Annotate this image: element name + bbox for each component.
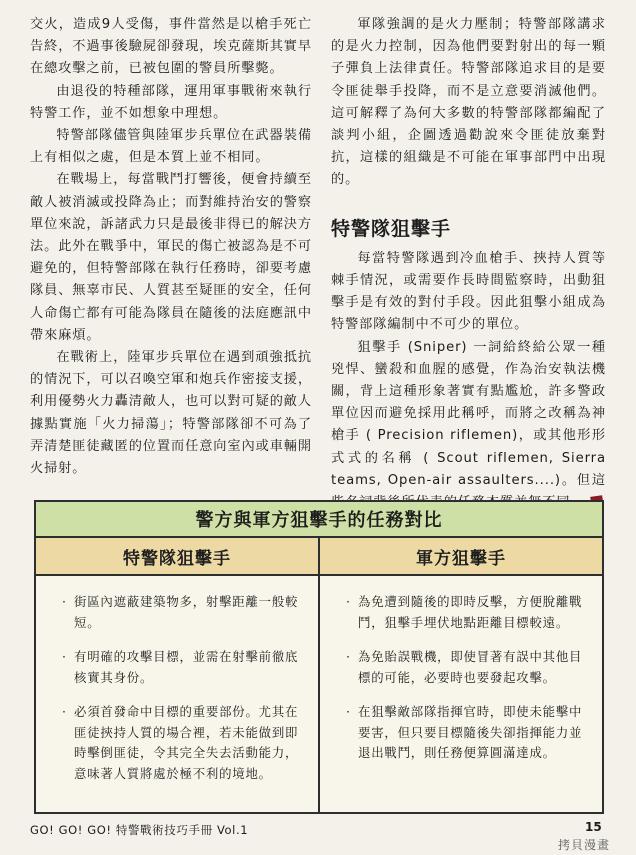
paragraph: 每當特警隊遇到冷血槍手、挾持人質等棘手情況，或需要作長時間監察時，出動狙擊手是有效的對付手段。因此狙擊小組成為特警部隊編制中不可少的單位。 (331, 250, 606, 333)
paragraph-text: 狙擊手 (Sniper) 一詞給終給公眾一種兇悍、蠻殺和血腥的感覺，作為治安執法機關，背上這種形象著實有點尷尬，許多警政單位因而避免採用此稱呼，而將之改稱為神槍手 ( Precision riflemen)，或其他形形式式的名稱 ( Scout riflemen, Sierra teams, Open-air assaulters....)。但這 (331, 339, 606, 488)
military-sniper-column (320, 576, 602, 812)
table-body (36, 576, 602, 812)
bullet-icon: · (62, 649, 67, 664)
list-item: · 必須首發命中目標的重要部份。尤其在匪徒挾持人質的場合裡，若未能做到即時擊倒匪徒，令其完全失去活動能力，意味著人質將處於極不利的境地。 (62, 702, 300, 784)
paragraph: 在戰術上，陸軍步兵單位在遇到頑強抵抗的情況下，可以召喚空軍和炮兵作密接支援，利用優勢火力轟清敵人，也可以對可疑的敵人據點實施「火力掃蕩」；特警部隊卻不可為了弄清楚匪徒藏匿的位置而任意向室內或車輛開火掃射。 (30, 350, 312, 477)
table-title: 警方與軍方狙擊手的任務對比 (36, 502, 602, 538)
comparison-table (34, 500, 604, 814)
bullet-icon: · (62, 594, 67, 609)
table-header-row (36, 538, 602, 576)
paragraph (331, 337, 606, 515)
list-item: · 在狙擊敵部隊指揮官時，即使未能擊中要害，但只要目標隨後失卻指揮能力並退出戰鬥，則任務便算圓滿達成。 (346, 702, 584, 764)
left-text-column (30, 14, 312, 480)
bullet-icon: · (62, 704, 67, 719)
list-item: · 有明確的攻擊目標，並需在射擊前徹底核實其身份。 (62, 647, 300, 688)
right-text-column (331, 14, 606, 514)
page-number: 15 (585, 820, 602, 834)
footer-title: GO! GO! GO! 特警戰術技巧手冊 Vol.1 (30, 823, 249, 837)
list-item: · 街區內遮蔽建築物多，射擊距離一般較短。 (62, 592, 300, 633)
table-header-police: 特警隊狙擊手 (36, 538, 320, 574)
list-item: · 為免遭到隨後的即時反擊，方便脫離戰鬥，狙擊手埋伏地點距離目標較遠。 (346, 592, 584, 633)
list-item: · 為免貽誤戰機，即使冒著有誤中其他目標的可能，必要時也要發起攻擊。 (346, 647, 584, 688)
bullet-icon: · (346, 704, 351, 719)
table-header-military: 軍方狙擊手 (416, 548, 506, 569)
section-heading: 特警隊狙擊手 (331, 217, 452, 240)
paragraph: 特警部隊儘管與陸軍步兵單位在武器裝備上有相似之處，但是本質上並不相同。 (30, 128, 312, 166)
police-sniper-column (36, 576, 320, 812)
paragraph: 交火，造成9人受傷，事件當然是以槍手死亡告終，不過事後驗屍卻發現，埃克薩斯其實早在總攻擊之前，已被包圍的警員所擊斃。 (30, 17, 312, 77)
bullet-icon: · (346, 649, 351, 664)
paragraph: 軍隊強調的是火力壓制；特警部隊講求的是火力控制，因為他們要對射出的每一顆子彈負上法律責任。特警部隊追求目的是要令匪徒舉手投降，而不是立意要消滅他們。這可解釋了為何大多數的特警部隊都編配了談判小組，企圖透過勸說來令匪徒放棄對抗，這樣的組織是不可能在軍事部門中出現的。 (331, 17, 606, 188)
paragraph: 在戰場上，每當戰鬥打響後，便會持續至敵人被消滅或投降為止；而對維持治安的警察單位來說，訴諸武力只是最後非得已的解決方法。此外在戰爭中，軍民的傷亡被認為是不可避免的，但特警部隊在執行任務時，卻要考慮隊員、無辜市民、人質甚至疑匪的安全，任何人命傷亡都有可能為隊員在隨後的法庭應訊中帶來麻煩。 (30, 172, 312, 343)
watermark: 拷貝漫畫 (558, 838, 611, 852)
bullet-icon: · (346, 594, 351, 609)
paragraph: 由退役的特種部隊，運用軍事戰術來執行特警工作，並不如想象中理想。 (30, 83, 312, 121)
